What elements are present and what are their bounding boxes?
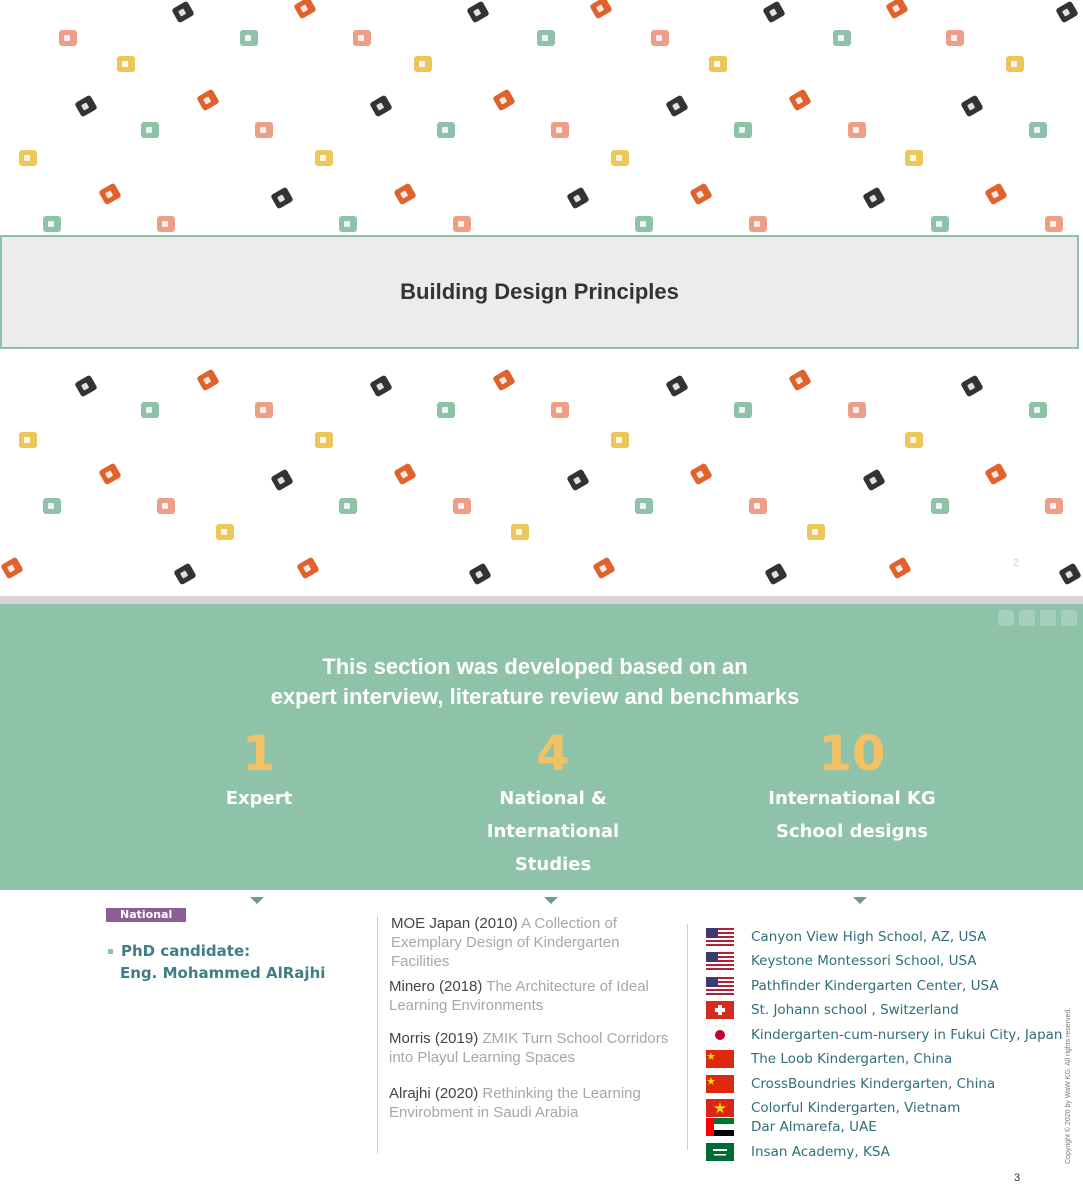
expert-name: Eng. Mohammed AlRajhi bbox=[120, 964, 326, 982]
down-arrow-icon bbox=[544, 897, 558, 904]
vietnam-flag-icon bbox=[706, 1099, 734, 1117]
slide-methodology bbox=[0, 604, 1083, 1200]
headline-line-1: This section was developed based on an bbox=[322, 654, 748, 679]
down-arrow-icon bbox=[853, 897, 867, 904]
school-item bbox=[706, 975, 999, 997]
school-item bbox=[706, 950, 977, 972]
column-divider bbox=[687, 924, 688, 1150]
study-author: Alrajhi (2020) bbox=[389, 1085, 479, 1102]
school-name: CrossBoundries Kindergarten, China bbox=[751, 1076, 996, 1092]
summary-panel bbox=[0, 604, 1083, 890]
school-name: Pathfinder Kindergarten Center, USA bbox=[751, 978, 999, 994]
school-name: St. Johann school , Switzerland bbox=[751, 1002, 959, 1018]
study-item bbox=[389, 1084, 679, 1122]
study-title: A Collection of Exemplary Design of Kindergarten Facilities bbox=[391, 915, 620, 970]
study-author: Morris (2019) bbox=[389, 1030, 479, 1047]
study-author: Minero (2018) bbox=[389, 978, 483, 995]
china-flag-icon bbox=[706, 1050, 734, 1068]
stat-label: National & International Studies bbox=[486, 788, 620, 875]
study-title: ZMIK Turn School Corridors into Playul Learning Spaces bbox=[389, 1030, 669, 1066]
slide-building-design-principles bbox=[0, 0, 1083, 596]
expert-info bbox=[108, 940, 325, 984]
school-item bbox=[706, 1116, 877, 1138]
saudi-flag-icon bbox=[706, 1143, 734, 1161]
bullet-icon bbox=[108, 949, 113, 954]
stat-school-designs bbox=[752, 726, 952, 848]
stat-number: 4 bbox=[536, 726, 570, 782]
school-item bbox=[706, 1024, 1062, 1046]
national-tag: National bbox=[106, 908, 186, 922]
study-item bbox=[389, 1029, 679, 1067]
title-band bbox=[0, 235, 1079, 349]
stat-label: Expert bbox=[225, 788, 293, 809]
switzerland-flag-icon bbox=[706, 1001, 734, 1019]
study-title: The Architecture of Ideal Learning Environments bbox=[389, 978, 649, 1014]
expert-role: PhD candidate: bbox=[121, 942, 251, 960]
school-item bbox=[706, 1141, 890, 1163]
section-headline bbox=[230, 652, 840, 712]
school-name: Canyon View High School, AZ, USA bbox=[751, 929, 987, 945]
school-item bbox=[706, 1073, 995, 1095]
stat-studies bbox=[463, 726, 643, 881]
usa-flag-icon bbox=[706, 977, 734, 995]
school-name: Kindergarten-cum-nursery in Fukui City, Japan bbox=[751, 1027, 1063, 1043]
school-name: Dar Almarefa, UAE bbox=[751, 1119, 877, 1135]
stat-number: 1 bbox=[242, 726, 276, 782]
copyright-notice: Copyright © 2020 by WaW KG. All rights reserved. bbox=[1065, 1007, 1072, 1164]
slide-divider bbox=[0, 596, 1083, 604]
stat-label: International KG School designs bbox=[768, 788, 936, 842]
usa-flag-icon bbox=[706, 928, 734, 946]
school-item bbox=[706, 999, 959, 1021]
school-name: Keystone Montessori School, USA bbox=[751, 953, 977, 969]
school-item bbox=[706, 926, 986, 948]
column-divider bbox=[377, 916, 378, 1154]
study-item bbox=[391, 914, 681, 971]
school-name: Colorful Kindergarten, Vietnam bbox=[751, 1100, 961, 1116]
stat-expert bbox=[184, 726, 334, 815]
page-number: 2 bbox=[1013, 558, 1019, 569]
stat-number: 10 bbox=[818, 726, 886, 782]
decorative-pattern bbox=[998, 610, 1077, 626]
uae-flag-icon bbox=[706, 1118, 734, 1136]
headline-line-2: expert interview, literature review and benchmarks bbox=[270, 684, 800, 709]
school-name: The Loob Kindergarten, China bbox=[751, 1051, 953, 1067]
usa-flag-icon bbox=[706, 952, 734, 970]
school-item bbox=[706, 1048, 952, 1070]
slide-title: Building Design Principles bbox=[400, 279, 679, 304]
down-arrow-icon bbox=[250, 897, 264, 904]
page-number: 3 bbox=[1014, 1172, 1021, 1184]
study-item bbox=[389, 977, 679, 1015]
china-flag-icon bbox=[706, 1075, 734, 1093]
school-name: Insan Academy, KSA bbox=[751, 1144, 890, 1160]
study-title: Rethinking the Learning Envirobment in Saudi Arabia bbox=[389, 1085, 641, 1121]
japan-flag-icon bbox=[706, 1026, 734, 1044]
study-author: MOE Japan (2010) bbox=[391, 915, 518, 932]
